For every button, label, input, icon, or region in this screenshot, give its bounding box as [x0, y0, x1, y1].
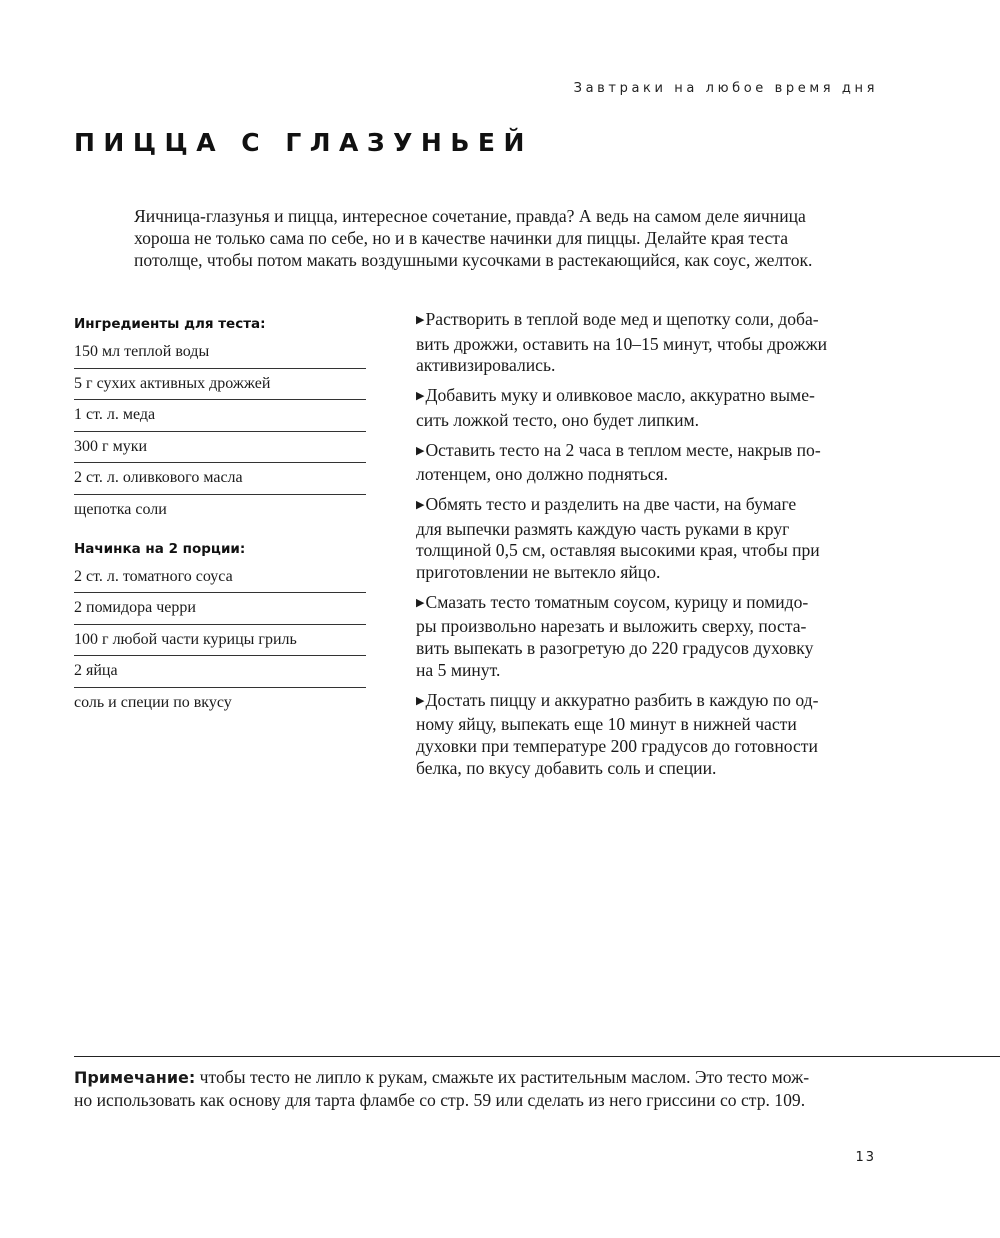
dough-heading: Ингредиенты для теста: [74, 316, 266, 332]
intro-line: потолще, чтобы потом макать воздушными кусочками в растекающийся, как соус, желток. [134, 250, 813, 270]
page-title: ПИЦЦА С ГЛАЗУНЬЕЙ [74, 128, 533, 157]
ingredient-item: 100 г любой части курицы гриль [74, 625, 366, 657]
dough-ingredients [74, 311, 366, 527]
ingredients-column [74, 311, 366, 720]
ingredient-item: 5 г сухих активных дрожжей [74, 369, 366, 401]
instruction-step: ▶Растворить в теплой воде мед и щепотку соли, доба- вить дрожжи, оставить на 10–15 минут, чтобы дрожжи активизировались. [416, 309, 828, 376]
ingredient-item: 2 ст. л. оливкового масла [74, 463, 366, 495]
instruction-step: ▶Обмять тесто и разделить на две части, на бумаге для выпечки размять каждую часть руками в круг толщиной 0,5 см, оставляя высокими края, чтобы при приготовлении не вытекло яйцо. [416, 493, 820, 583]
intro-line: хороша не только сама по себе, но и в качестве начинки для пиццы. Делайте края теста [134, 228, 789, 248]
filling-ingredient-list [74, 562, 366, 720]
note-text: но использовать как основу для тарта фламбе со стр. 59 или сделать из него гриссини со стр. 109. [74, 1090, 806, 1110]
instruction-step: ▶Оставить тесто на 2 часа в теплом месте, накрыв по- лотенцем, оно должно подняться. [416, 439, 821, 485]
ingredient-item: 2 ст. л. томатного соуса [74, 562, 366, 594]
triangle-bullet-icon: ▶ [416, 694, 425, 707]
dough-ingredient-list [74, 337, 366, 527]
instruction-step: ▶Достать пиццу и аккуратно разбить в каждую по од- ному яйцу, выпекать еще 10 минут в нижней части духовки при температуре 200 градусов до готовности белка, по вкусу добавить соль и специи. [416, 689, 819, 778]
note-divider [74, 1056, 1000, 1057]
filling-ingredients [74, 536, 366, 720]
instruction-step: ▶Смазать тесто томатным соусом, курицу и помидо- ры произвольно нарезать и выложить сверху, поста- вить выпекать в разогретую до 220 градусов духовку на 5 минут. [416, 591, 814, 680]
instructions-column [416, 309, 886, 787]
instruction-step: ▶Добавить муку и оливковое масло, аккуратно выме- сить ложкой тесто, оно будет липким. [416, 385, 815, 430]
intro-line: Яичница-глазунья и пицца, интересное сочетание, правда? А ведь на самом деле яичница [134, 206, 806, 226]
ingredient-item: щепотка соли [74, 500, 167, 518]
note-block [74, 1066, 894, 1111]
triangle-bullet-icon: ▶ [416, 314, 425, 326]
ingredient-item: 300 г муки [74, 432, 366, 464]
ingredient-item: 1 ст. л. меда [74, 400, 366, 432]
ingredient-item: 2 яйца [74, 656, 366, 688]
triangle-bullet-icon: ▶ [416, 596, 425, 609]
ingredient-item: соль и специи по вкусу [74, 693, 232, 711]
running-header: Завтраки на любое время дня [573, 81, 878, 96]
triangle-bullet-icon: ▶ [416, 498, 425, 511]
note-text: чтобы тесто не липло к рукам, смажьте их растительным маслом. Это тесто мож- [195, 1067, 810, 1087]
intro-paragraph [134, 205, 879, 271]
page-number: 13 [855, 1150, 876, 1165]
ingredient-item: 2 помидора черри [74, 593, 366, 625]
ingredient-item: 150 мл теплой воды [74, 337, 366, 369]
filling-heading: Начинка на 2 порции: [74, 540, 246, 557]
triangle-bullet-icon: ▶ [416, 444, 425, 457]
triangle-bullet-icon: ▶ [416, 390, 425, 403]
note-label: Примечание: [74, 1068, 196, 1087]
